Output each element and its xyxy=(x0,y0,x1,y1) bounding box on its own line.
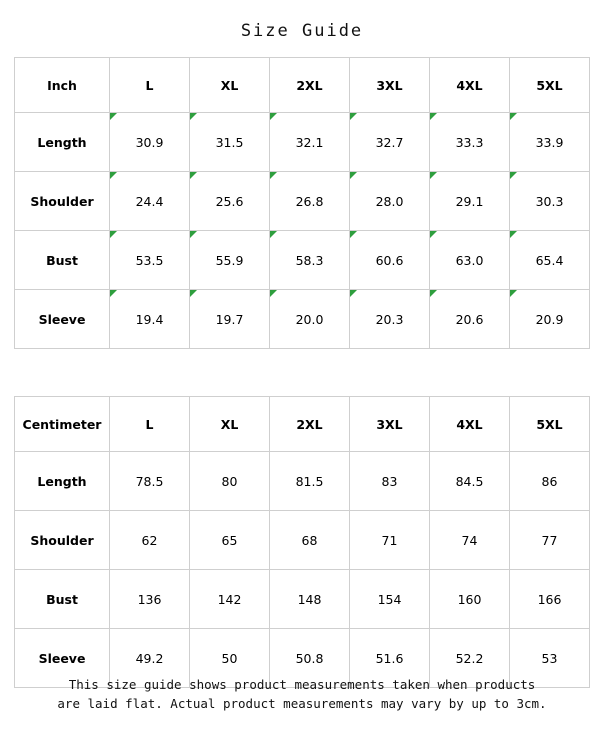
table-cell: 65 xyxy=(190,511,270,570)
table-cell: 74 xyxy=(430,511,510,570)
table-cell: 60.6 xyxy=(350,231,430,290)
table-cell: 32.1 xyxy=(270,113,350,172)
table-cell: 19.4 xyxy=(110,290,190,349)
row-label: Bust xyxy=(15,231,110,290)
table-cell: 58.3 xyxy=(270,231,350,290)
table-row xyxy=(15,172,590,231)
table-cell: 20.3 xyxy=(350,290,430,349)
column-header: 4XL xyxy=(430,58,510,113)
table-cell: 30.9 xyxy=(110,113,190,172)
table-row xyxy=(15,231,590,290)
table-cell: 32.7 xyxy=(350,113,430,172)
table-cell: 53.5 xyxy=(110,231,190,290)
column-header: 5XL xyxy=(510,58,590,113)
table-cell: 19.7 xyxy=(190,290,270,349)
table-cell: 31.5 xyxy=(190,113,270,172)
table-spacer xyxy=(0,349,604,396)
table-cell: 33.9 xyxy=(510,113,590,172)
table-cell: 30.3 xyxy=(510,172,590,231)
page-title: Size Guide xyxy=(240,21,364,41)
row-label: Shoulder xyxy=(15,511,110,570)
table-cell: 20.9 xyxy=(510,290,590,349)
row-label: Bust xyxy=(15,570,110,629)
table-cell: 160 xyxy=(430,570,510,629)
column-header: L xyxy=(110,58,190,113)
column-header: XL xyxy=(190,58,270,113)
table-cell: 142 xyxy=(190,570,270,629)
table-cell: 86 xyxy=(510,452,590,511)
column-header: L xyxy=(110,397,190,452)
disclaimer-line-2: are laid flat. Actual product measurements may vary by up to 3cm. xyxy=(57,696,547,711)
disclaimer-line-1: This size guide shows product measurements taken when products xyxy=(68,677,536,692)
table-cell: 29.1 xyxy=(430,172,510,231)
table-cell: 148 xyxy=(270,570,350,629)
table-cell: 81.5 xyxy=(270,452,350,511)
table-cell: 136 xyxy=(110,570,190,629)
table-cell: 78.5 xyxy=(110,452,190,511)
table-row xyxy=(15,570,590,629)
unit-label-inch: Inch xyxy=(15,58,110,113)
table-cell: 33.3 xyxy=(430,113,510,172)
table-cell: 52.2 xyxy=(430,629,510,688)
column-header: 4XL xyxy=(430,397,510,452)
table-cell: 20.0 xyxy=(270,290,350,349)
table-cell: 51.6 xyxy=(350,629,430,688)
row-label: Length xyxy=(15,452,110,511)
table-cell: 25.6 xyxy=(190,172,270,231)
table-cell: 80 xyxy=(190,452,270,511)
table-cell: 53 xyxy=(510,629,590,688)
unit-label-centimeter: Centimeter xyxy=(15,397,110,452)
table-header-row xyxy=(15,397,590,452)
column-header: 2XL xyxy=(270,58,350,113)
row-label: Sleeve xyxy=(15,290,110,349)
table-cell: 83 xyxy=(350,452,430,511)
row-label: Shoulder xyxy=(15,172,110,231)
size-table-inch xyxy=(14,57,590,349)
table-row xyxy=(15,113,590,172)
table-cell: 62 xyxy=(110,511,190,570)
table-cell: 50 xyxy=(190,629,270,688)
column-header: 5XL xyxy=(510,397,590,452)
column-header: 2XL xyxy=(270,397,350,452)
table-row xyxy=(15,452,590,511)
table-cell: 55.9 xyxy=(190,231,270,290)
table-cell: 28.0 xyxy=(350,172,430,231)
column-header: 3XL xyxy=(350,397,430,452)
table-cell: 84.5 xyxy=(430,452,510,511)
table-cell: 68 xyxy=(270,511,350,570)
row-label: Sleeve xyxy=(15,629,110,688)
table-cell: 63.0 xyxy=(430,231,510,290)
table-cell: 77 xyxy=(510,511,590,570)
table-cell: 50.8 xyxy=(270,629,350,688)
size-table-centimeter xyxy=(14,396,590,688)
table-cell: 26.8 xyxy=(270,172,350,231)
column-header: 3XL xyxy=(350,58,430,113)
table-cell: 49.2 xyxy=(110,629,190,688)
table-cell: 154 xyxy=(350,570,430,629)
column-header: XL xyxy=(190,397,270,452)
table-cell: 71 xyxy=(350,511,430,570)
table-row xyxy=(15,511,590,570)
table-row xyxy=(15,290,590,349)
table-header-row xyxy=(15,58,590,113)
row-label: Length xyxy=(15,113,110,172)
table-cell: 166 xyxy=(510,570,590,629)
table-cell: 24.4 xyxy=(110,172,190,231)
table-cell: 20.6 xyxy=(430,290,510,349)
table-cell: 65.4 xyxy=(510,231,590,290)
disclaimer-note xyxy=(0,675,604,713)
